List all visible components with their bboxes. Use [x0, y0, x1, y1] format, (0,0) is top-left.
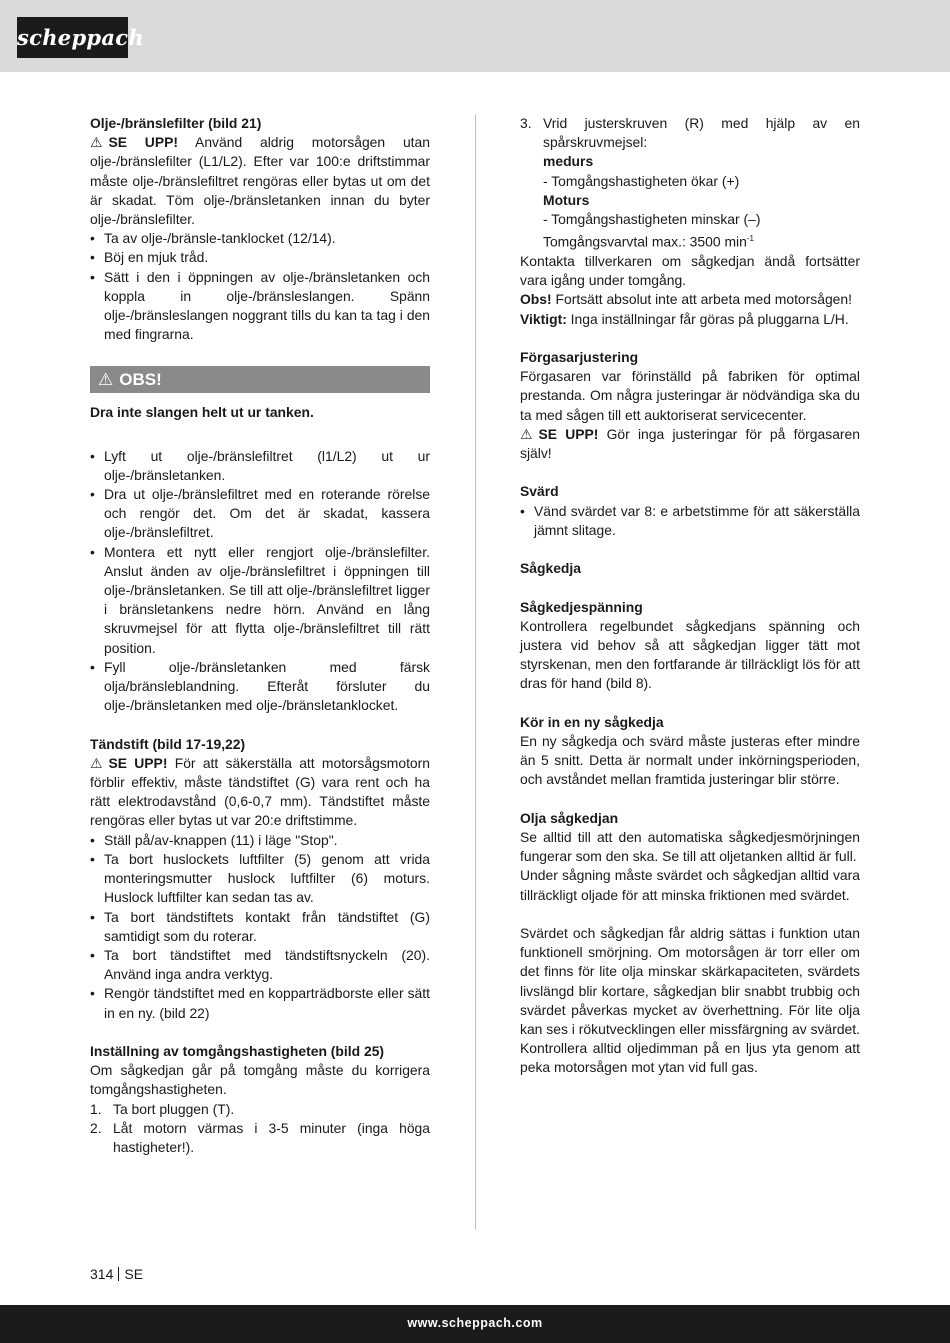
chain-tension-text: Kontrollera regelbundet sågkedjans spänning och justera vid behov så att sågkedjan ligger tätt mot styrskenan, men den fortfarande är tillräckligt lös för att dras för hand (bild 8). — [520, 617, 860, 692]
counterclockwise-label: Moturs — [543, 191, 590, 208]
step-number: 2. — [90, 1119, 102, 1136]
carburetor-warning — [520, 425, 860, 463]
bottom-bar — [0, 1305, 950, 1343]
step-number: 3. — [520, 115, 532, 131]
warning-icon: ⚠ — [90, 754, 103, 771]
page-header — [0, 0, 950, 72]
step-text: Vrid justerskruven (R) med hjälp av en spårskruvmejsel: — [543, 115, 860, 151]
section-heading-bar: Svärd — [520, 483, 559, 500]
chain-oil-text-3: Svärdet och sågkedjan får aldrig sättas i funktion utan funktionell smörjning. Om motorsågen är torr eller om det finns för lite olja minskar skärkapaciteten, svärdets livslängd blir kortare, sågkedjan blir snabbt trubbig och svärdet påverkas mycket av överhettning. För lite olja kan ses i rökutvecklingen eller missfärgning av svärdet. Kontrollera alltid oljedimman på en ljus yta genom att peka motorsågen mot ytan vid full gas. — [520, 925, 860, 1076]
language-code: SE — [124, 1266, 144, 1282]
warning-icon: ⚠ — [90, 134, 103, 151]
list-item — [520, 114, 860, 152]
bar-bullet-list — [520, 502, 860, 540]
max-idle-text: Tomgångsvarvtal max.: 3500 min — [543, 233, 747, 250]
website-link[interactable]: www.scheppach.com — [407, 1316, 543, 1330]
obs-paragraph — [520, 290, 860, 309]
obs-text: Dra inte slangen helt ut ur tanken. — [90, 404, 314, 421]
left-column — [90, 114, 430, 1157]
chain-oil-text-2: Under sågning måste svärdet och sågkedjan alltid vara tillräckligt oljade för att minska friktionen med svärdet. — [520, 867, 860, 903]
list-item: • Lyft ut olje-/bränslefiltret (l1/L2) ut ur olje-/bränsletanken. — [90, 447, 430, 485]
list-item — [90, 1100, 430, 1119]
warning-text: Använd aldrig motorsågen utan olje-/bränslefilter (L1/L2). Efter var 100:e driftstimmar måste olje-/bränslefiltret rengöras eller bytas ut om det är skadat. Töm olje-/bränsletanken innan du byter olje-/bränslefilter. — [90, 134, 430, 228]
clockwise-label: medurs — [543, 153, 594, 170]
right-column — [520, 114, 860, 1078]
list-item: • Vänd svärdet var 8: e arbetstimme för att säkerställa jämnt slitage. — [520, 502, 860, 540]
max-idle-speed — [520, 229, 860, 252]
warning-icon: ⚠ — [520, 425, 533, 442]
obs-notice-bar — [90, 366, 430, 393]
warning-icon: ⚠ — [98, 370, 114, 390]
obs-bullet-list — [90, 447, 430, 716]
contact-manufacturer-text: Kontakta tillverkaren om sågkedjan ändå fortsätter vara igång under tomgång. — [520, 253, 860, 289]
important-text: Inga inställningar får göras på pluggarna L/H. — [566, 310, 849, 327]
section-heading-chain-oil: Olja sågkedjan — [520, 809, 619, 826]
idle-speed-steps-continued — [520, 114, 860, 152]
important-paragraph — [520, 310, 860, 329]
warning-label: SE UPP! — [538, 425, 599, 442]
step-number: 1. — [90, 1100, 102, 1117]
list-item: • Sätt i den i öppningen av olje-/bränsletanken och koppla in olje-/bränsleslangen. Spänn olje-/bränsleslangen noggrant tills du kan ta tag i den med fingrarna. — [90, 268, 430, 345]
step-text: Ta bort pluggen (T). — [113, 1100, 235, 1117]
list-item: • Böj en mjuk tråd. — [90, 248, 430, 267]
idle-speed-text: Om sågkedjan går på tomgång måste du korrigera tomgångshastigheten. — [90, 1062, 430, 1098]
obs-label: OBS! — [119, 370, 162, 390]
oil-filter-bullet-list — [90, 229, 430, 344]
list-item: • Ta bort huslockets luftfilter (5) genom att vrida monteringsmutter huslock luftfilter (6) moturs. Huslock luftfilter kan sedan tas av. — [90, 850, 430, 908]
section-heading-spark-plug: Tändstift (bild 17-19,22) — [90, 735, 246, 752]
warning-label: SE UPP! — [108, 134, 178, 151]
section-heading-idle-speed: Inställning av tomgångshastigheten (bild 25) — [90, 1042, 385, 1059]
list-item: • Rengör tändstiftet med en kopparträdborste eller sätt in en ny. (bild 22) — [90, 984, 430, 1022]
carburetor-text: Förgasaren var förinställd på fabriken för optimal prestanda. Om några justeringar är nödvändiga ska du ta med sågen till ett auktoriserat servicecenter. — [520, 368, 860, 423]
oil-filter-warning — [90, 133, 430, 229]
page-footer — [90, 1266, 143, 1282]
important-label: Viktigt: — [520, 310, 567, 327]
clockwise-text: - Tomgångshastigheten ökar (+) — [543, 172, 740, 189]
page-number: 314 — [90, 1266, 114, 1282]
warning-text: För att säkerställa att motorsågsmotorn förblir effektiv, måste tändstiftet (G) vara rent och ha rätt elektrodavstånd (0,6-0,7 mm). Tändstiftet måste rengöras eller bytas ut var 20:e driftstimme. — [90, 754, 431, 829]
obs-label: Obs! — [520, 291, 552, 308]
chain-oil-text-1: Se alltid till att den automatiska sågkedjesmörjningen fungerar som den ska. Se till att oljetanken alltid är full. — [520, 829, 860, 865]
section-heading-oil-filter: Olje-/bränslefilter (bild 21) — [90, 115, 262, 131]
list-item: • Dra ut olje-/bränslefiltret med en roterande rörelse och rengör det. Om det är skadat, kassera olje-/bränslefiltret. — [90, 485, 430, 543]
spark-plug-warning — [90, 754, 430, 831]
warning-text: Gör inga justeringar för på förgasaren själv! — [520, 425, 861, 462]
step-text: Låt motorn värmas i 3-5 minuter (inga höga hastigheter!). — [113, 1119, 430, 1155]
idle-speed-steps — [90, 1100, 430, 1158]
section-heading-saw-chain: Sågkedja — [520, 560, 581, 577]
warning-label: SE UPP! — [108, 754, 168, 771]
new-chain-text: En ny sågkedja och svärd måste justeras efter mindre än 5 snitt. Detta är normalt under inkörningsperioden, och avståndet mellan framtida justeringar blir större. — [520, 733, 860, 788]
max-idle-exponent: -1 — [746, 234, 754, 244]
section-heading-carburetor: Förgasarjustering — [520, 349, 639, 366]
obs-text: Fortsätt absolut inte att arbeta med motorsågen! — [551, 291, 852, 308]
list-item: • Montera ett nytt eller rengjort olje-/bränslefilter. Anslut änden av olje-/bränslefiltret i öppningen till olje-/bränsletanken. Se till att olje-/bränslefiltret ligger i bränsletankens nedre hörn. Använd en lång skruvmejsel för att flytta olje-/bränslefiltret till rätt position. — [90, 543, 430, 658]
counterclockwise-text: - Tomgångshastigheten minskar (–) — [543, 211, 761, 228]
column-divider — [475, 114, 476, 1230]
section-heading-new-chain: Kör in en ny sågkedja — [520, 713, 664, 730]
list-item — [90, 1119, 430, 1157]
section-heading-chain-tension: Sågkedjespänning — [520, 598, 643, 615]
list-item: • Ställ på/av-knappen (11) i läge "Stop". — [90, 831, 430, 850]
list-item: • Ta av olje-/bränsle-tanklocket (12/14). — [90, 229, 430, 248]
spark-plug-bullet-list — [90, 831, 430, 1023]
list-item: • Ta bort tändstiftets kontakt från tändstiftet (G) samtidigt som du roterar. — [90, 908, 430, 946]
list-item: • Fyll olje-/bränsletanken med färsk olja/bränsleblandning. Efteråt försluter du olje-/bränsletanken med olje-/bränsletanklocket. — [90, 658, 430, 716]
footer-separator — [118, 1267, 119, 1281]
brand-logo: scheppach — [17, 17, 128, 58]
list-item: • Ta bort tändstiftet med tändstiftsnyckeln (20). Använd inga andra verktyg. — [90, 946, 430, 984]
